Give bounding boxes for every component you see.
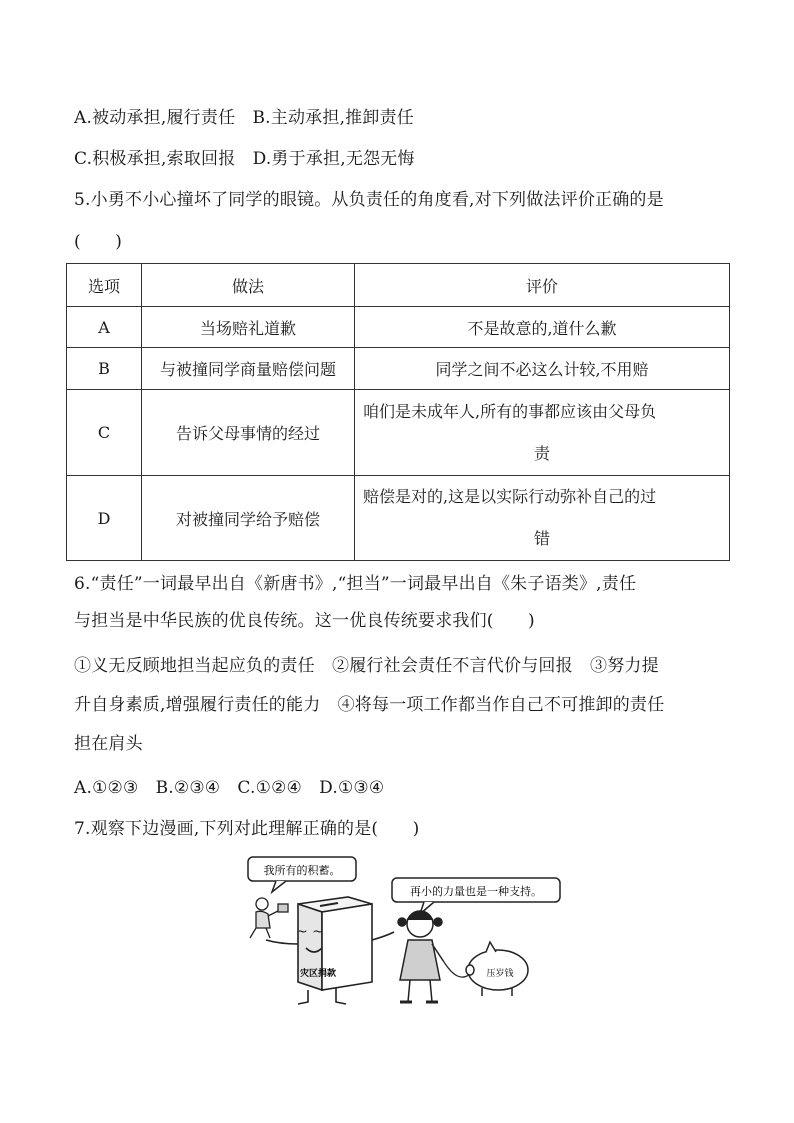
row-c-evaluation-line1: 咱们是未成年人,所有的事都应该由父母负: [363, 401, 657, 421]
q5-table: [66, 263, 730, 561]
header-action: 做法: [142, 264, 355, 307]
row-c-evaluation-line2: 责: [533, 443, 550, 463]
donation-box: [266, 897, 394, 1004]
row-d-action: 对被撞同学给予赔偿: [142, 476, 355, 561]
header-option: 选项: [67, 264, 142, 307]
q4-options-cd: C.积极承担,索取回报 D.勇于承担,无怨无悔: [74, 149, 415, 169]
right-bubble-text: 再小的力量也是一种支持。: [410, 885, 542, 898]
q6-stem-line1: 6.“责任”一词最早出自《新唐书》,“担当”一词最早出自《朱子语类》,责任: [74, 574, 637, 594]
q6-statements-line2: 升自身素质,增强履行责任的能力 ④将每一项工作都当作自己不可推卸的责任: [74, 695, 665, 715]
table-header-row: [67, 264, 730, 307]
row-a-option: A: [67, 307, 142, 348]
row-b-evaluation: 同学之间不必这么计较,不用赔: [355, 348, 730, 390]
left-speech-bubble: [248, 857, 356, 892]
donation-cartoon: [236, 852, 566, 1012]
row-b-action: 与被撞同学商量赔偿问题: [142, 348, 355, 390]
table-row: [67, 476, 730, 561]
row-d-evaluation-line2: 错: [533, 529, 550, 548]
q6-stem-line2: 与担当是中华民族的优良传统。这一优良传统要求我们( ): [74, 611, 535, 631]
table-row: [67, 307, 730, 348]
q6-statements-line3: 担在肩头: [74, 734, 143, 754]
row-b-option: B: [67, 348, 142, 390]
piggy-label: 压岁钱: [486, 969, 514, 979]
row-d-option: D: [67, 476, 142, 561]
box-label: 灾区捐款: [299, 969, 337, 979]
header-evaluation: 评价: [355, 264, 730, 307]
girl-figure: [398, 911, 444, 1002]
box-eyes: ~ ~: [296, 924, 324, 940]
row-a-action: 当场赔礼道歉: [142, 307, 355, 348]
row-c-evaluation: [355, 390, 730, 476]
table-row: [67, 390, 730, 476]
right-speech-bubble: [392, 878, 560, 914]
table-row: [67, 348, 730, 390]
q6-options: A.①②③ B.②③④ C.①②④ D.①③④: [74, 778, 385, 798]
row-d-evaluation: [355, 476, 730, 561]
row-c-action: 告诉父母事情的经过: [142, 390, 355, 476]
q5-blank: ( ): [74, 232, 123, 252]
left-bubble-text: 我所有的积蓄。: [263, 864, 341, 877]
q6-statements-line1: ①义无反顾地担当起应负的责任 ②履行社会责任不言代价与回报 ③努力提: [74, 656, 659, 676]
row-a-evaluation: 不是故意的,道什么歉: [355, 307, 730, 348]
q7-stem: 7.观察下边漫画,下列对此理解正确的是( ): [74, 819, 420, 839]
old-man-figure: [250, 898, 288, 938]
row-d-evaluation-line1: 赔偿是对的,这是以实际行动弥补自己的过: [363, 487, 657, 506]
q5-stem: 5.小勇不小心撞坏了同学的眼镜。从负责任的角度看,对下列做法评价正确的是: [74, 190, 664, 210]
row-c-option: C: [67, 390, 142, 476]
q4-options-ab: A.被动承担,履行责任 B.主动承担,推卸责任: [74, 108, 414, 128]
